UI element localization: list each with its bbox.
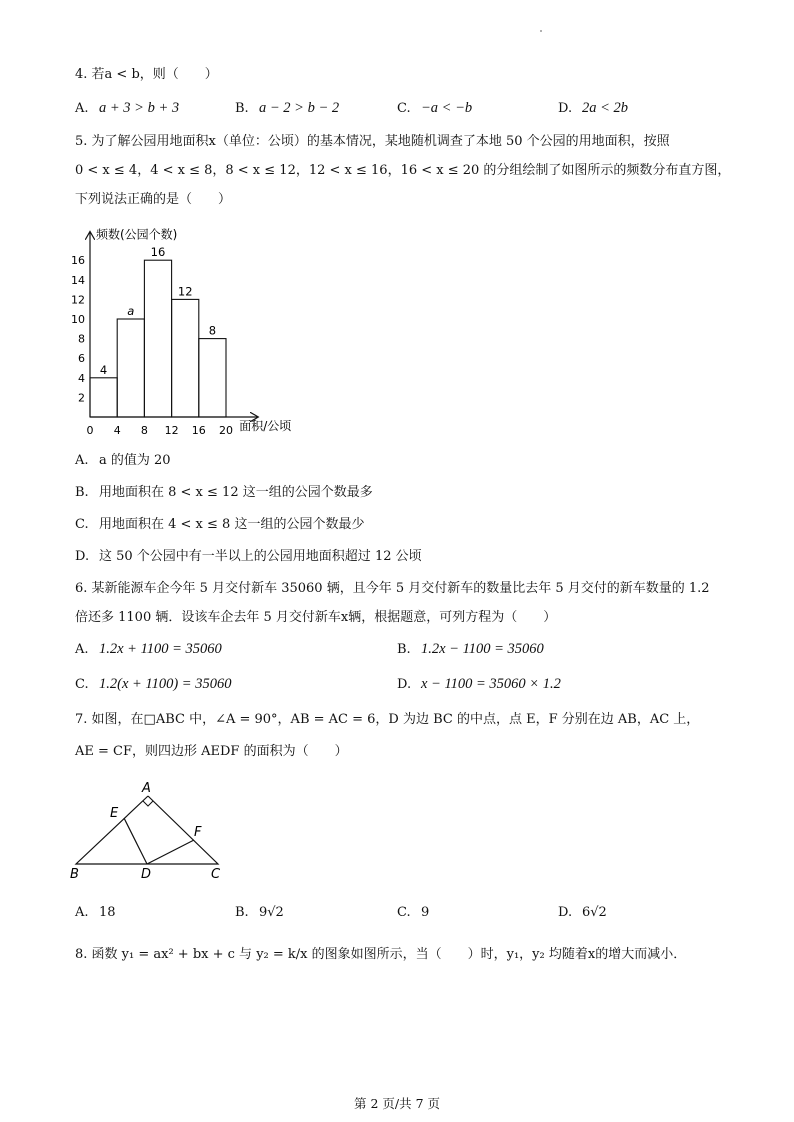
q4-stem: 4. 若a < b，则（ ） (75, 67, 218, 82)
option-label: B. (397, 642, 411, 657)
bar-data-label: 4 (99, 362, 108, 377)
q5-stem-line3: 下列说法正确的是（ ） (75, 192, 232, 207)
x-tick-label: 4 (113, 424, 121, 437)
q7-option-c[interactable] (397, 904, 429, 922)
option-text: a 的值为 20 (99, 453, 171, 468)
option-text: a − 2 > b − 2 (259, 100, 340, 116)
option-label: D. (75, 549, 90, 564)
q5-stem-line1: 5. 为了解公园用地面积x（单位：公顷）的基本情况，某地随机调查了本地 50 个公园的用地面积，按照 (75, 134, 670, 149)
option-text: 2a < 2b (582, 100, 629, 116)
bar-data-label: a (127, 304, 135, 318)
option-label: A. (75, 453, 89, 468)
option-text: 9√2 (259, 905, 284, 920)
option-text: 6√2 (582, 905, 607, 920)
right-angle-marker (143, 801, 153, 806)
y-tick-label: 6 (78, 352, 85, 366)
q7-option-a[interactable] (75, 904, 116, 922)
option-text: 1.2(x + 1100) = 35060 (99, 676, 232, 692)
y-tick-label: 16 (71, 254, 85, 268)
q6-option-c[interactable] (75, 675, 231, 694)
label-f: F (194, 825, 202, 840)
option-label: A. (75, 642, 89, 657)
q6-stem-line2: 倍还多 1100 辆．设该车企去年 5 月交付新车x辆，根据题意，可列方程为（ ） (75, 610, 557, 625)
q4-option-d[interactable] (558, 99, 628, 118)
triangle-figure (66, 778, 236, 883)
x-tick-label: 20 (219, 424, 233, 437)
histogram-bar (172, 299, 199, 417)
x-tick-label: 0 (86, 424, 94, 437)
option-text: 用地面积在 8 < x ≤ 12 这一组的公园个数最多 (99, 485, 373, 500)
segment-df (147, 840, 194, 864)
option-text: −a < −b (421, 100, 473, 116)
scan-dot (540, 30, 542, 32)
q5-option-c[interactable] (75, 516, 364, 534)
option-text: a + 3 > b + 3 (99, 100, 180, 116)
option-text: 9 (421, 905, 430, 920)
x-axis-title: 面积/公顷 (239, 419, 292, 433)
y-tick-label: 8 (78, 332, 85, 346)
option-text: 1.2x + 1100 = 35060 (99, 641, 222, 657)
option-label: A. (75, 905, 89, 920)
label-d: D (141, 867, 152, 882)
q7-option-b[interactable] (235, 904, 284, 922)
q4-option-c[interactable] (397, 99, 472, 118)
option-label: C. (397, 905, 411, 920)
q5-stem-line2: 0 < x ≤ 4，4 < x ≤ 8，8 < x ≤ 12，12 < x ≤ 16，16 < x ≤ 20 的分组绘制了如图所示的频数分布直方图， (75, 163, 731, 178)
q6-option-b[interactable] (397, 640, 544, 659)
option-label: C. (75, 517, 89, 532)
option-label: B. (235, 905, 249, 920)
y-tick-label: 14 (71, 273, 85, 287)
q6-option-a[interactable] (75, 640, 222, 659)
q8-stem: 8. 函数 y₁ = ax² + bx + c 与 y₂ = k/x 的图象如图所示，当（ ）时，y₁，y₂ 均随着x的增大而减小． (75, 947, 687, 962)
option-label: B. (235, 101, 249, 116)
bar-data-label: 16 (150, 245, 166, 260)
q5-option-b[interactable] (75, 484, 373, 502)
x-tick-label: 8 (140, 424, 148, 437)
option-label: A. (75, 101, 89, 116)
page-footer: 第 2 页/共 7 页 (353, 1096, 440, 1111)
option-label: C. (397, 101, 411, 116)
option-text: 这 50 个公园中有一半以上的公园用地面积超过 12 公顷 (99, 549, 422, 564)
q5-option-d[interactable] (75, 548, 422, 566)
bar-data-label: 8 (208, 323, 217, 338)
q6-option-d[interactable] (397, 675, 561, 694)
histogram-bar (144, 260, 171, 417)
q6-stem-line1: 6. 某新能源车企今年 5 月交付新车 35060 辆，且今年 5 月交付新车的数量比去年 5 月交付的新车数量的 1.2 (75, 581, 710, 596)
q7-option-d[interactable] (558, 904, 607, 922)
option-label: D. (558, 905, 573, 920)
x-tick-label: 12 (164, 424, 179, 437)
label-e: E (110, 806, 119, 821)
option-text: 1.2x − 1100 = 35060 (421, 641, 544, 657)
y-tick-label: 12 (71, 293, 85, 307)
y-tick-label: 10 (71, 313, 85, 326)
label-b: B (70, 867, 79, 882)
y-tick-label: 2 (78, 391, 85, 405)
option-text: 用地面积在 4 < x ≤ 8 这一组的公园个数最少 (99, 517, 365, 532)
option-text: x − 1100 = 35060 × 1.2 (421, 676, 561, 692)
histogram-bar (199, 339, 226, 417)
option-label: B. (75, 485, 89, 500)
histogram-bar (117, 319, 144, 417)
label-a: A (142, 781, 151, 796)
q4-option-b[interactable] (235, 99, 339, 118)
y-axis-title: 频数(公园个数) (96, 227, 178, 242)
option-text: 18 (99, 905, 116, 920)
option-label: C. (75, 677, 89, 692)
x-tick-label: 16 (191, 424, 206, 437)
histogram-bar (90, 378, 117, 417)
label-c: C (211, 867, 221, 882)
q7-stem-line1: 7. 如图，在□ABC 中，∠A = 90°，AB = AC = 6，D 为边 BC 的中点，点 E，F 分别在边 AB，AC 上， (75, 712, 700, 727)
y-tick-label: 4 (78, 371, 85, 385)
option-label: D. (558, 101, 573, 116)
histogram-chart (60, 212, 320, 442)
option-label: D. (397, 677, 412, 692)
q5-option-a[interactable] (75, 452, 171, 470)
q4-option-a[interactable] (75, 99, 179, 118)
q7-stem-line2: AE = CF，则四边形 AEDF 的面积为（ ） (75, 744, 348, 759)
bar-data-label: 12 (177, 284, 193, 299)
segment-ed (124, 818, 147, 864)
